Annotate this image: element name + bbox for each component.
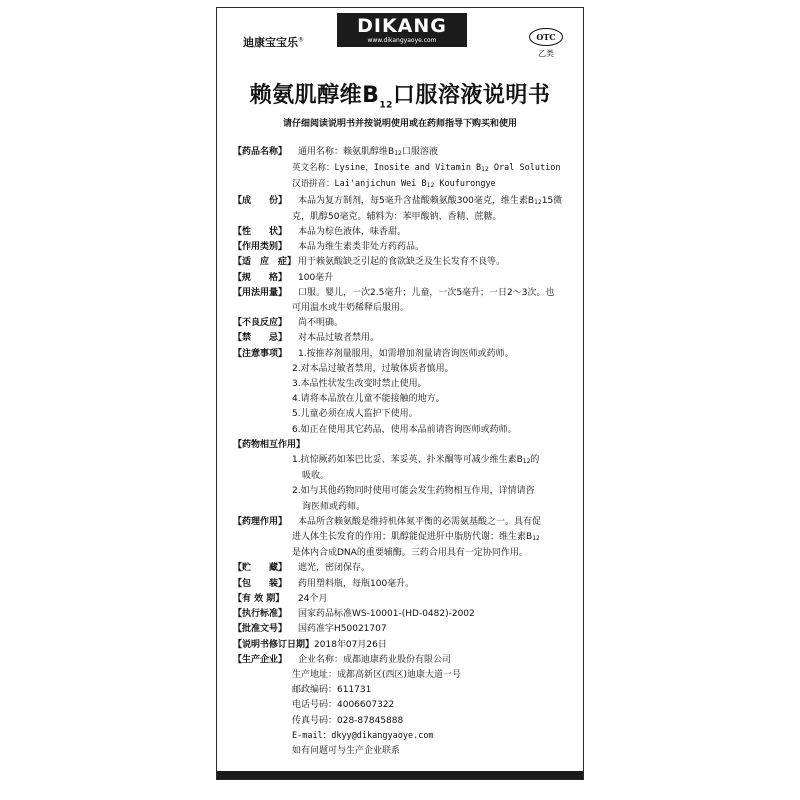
- section-label: 【说明书修订日期】: [233, 639, 315, 650]
- section-label: 【药物相互作用】: [233, 439, 306, 450]
- manufacturer-address: 生产地址：成都高新区(西区)迪康大道一号: [292, 669, 462, 680]
- section-label: 【执行标准】: [233, 609, 288, 620]
- instruction-sheet: [216, 7, 584, 780]
- section-dosage: [233, 286, 577, 301]
- section-value: 尚不明确。: [298, 318, 344, 329]
- otc-badge: OTC: [529, 28, 563, 46]
- section-value: 2018年07月26日: [314, 639, 387, 650]
- subscript: 12: [481, 166, 489, 174]
- section-validity: [233, 592, 577, 607]
- footer-band: [217, 771, 583, 779]
- composition-text-tail: 15微: [541, 195, 563, 206]
- section-label: 【有 效 期】: [233, 593, 285, 604]
- section-adverse: [233, 316, 577, 331]
- english-name: [233, 161, 577, 177]
- pharmacology-line1: 本品所含赖氨酸是维持机体氮平衡的必需氨基酸之一。具有促: [298, 516, 542, 527]
- subscript: 12: [522, 458, 531, 466]
- section-value: 24个月: [298, 593, 328, 604]
- composition-line2: 克，肌醇50毫克。辅料为：苯甲酸钠、香精、蔗糖。: [292, 211, 502, 222]
- section-manufacturer: [233, 653, 577, 668]
- section-value: 国药准字H50021707: [298, 624, 387, 635]
- section-revision-date: [233, 638, 577, 653]
- section-drug-name: [233, 145, 577, 161]
- page-title: [217, 78, 583, 110]
- section-storage: [233, 561, 577, 576]
- subscript: 12: [534, 198, 542, 206]
- dosage-line2: 可用温水或牛奶稀释后服用。: [292, 303, 410, 314]
- section-standard: [233, 607, 577, 622]
- interaction-text-tail: 的: [530, 455, 540, 466]
- manufacturer-zip: 邮政编码：611731: [292, 685, 372, 696]
- section-indication: [233, 255, 577, 270]
- section-value: 用于赖氨酸缺乏引起的食欲缺乏及生长发育不良等。: [298, 257, 506, 268]
- section-properties: [233, 225, 577, 240]
- caution-item: 4.请将本品放在儿童不能接触的地方。: [292, 394, 445, 405]
- registered-mark: ®: [298, 36, 304, 44]
- section-label: 【包 装】: [233, 578, 288, 589]
- caution-item: 5.儿童必须在成人监护下使用。: [292, 409, 418, 420]
- section-label: 【禁 忌】: [233, 333, 288, 344]
- generic-name-text: 通用名称：赖氨肌醇维B: [298, 147, 395, 157]
- manufacturer-phone: 电话号码：4006607322: [292, 700, 395, 711]
- section-label: 【规 格】: [233, 272, 288, 283]
- manufacturer-fax: 传真号码：028-87845888: [292, 715, 404, 726]
- pinyin-name-tail: Koufurongye: [434, 179, 496, 190]
- generic-name: [298, 145, 577, 161]
- interaction-text: 1.抗惊厥药如苯巴比妥、苯妥英、扑米酮等可减少维生素B: [292, 455, 523, 466]
- subscript: 12: [426, 182, 435, 190]
- section-composition: [233, 194, 577, 210]
- section-value: 遮光，密闭保存。: [298, 563, 371, 574]
- manufacturer-email: E-mail：dkyy@dikangyaoye.com: [292, 730, 434, 741]
- english-name-tail: Oral Solution: [488, 163, 561, 174]
- caution-item: 3.本品性状发生改变时禁止使用。: [292, 379, 427, 390]
- section-label: 【贮 藏】: [233, 563, 288, 574]
- section-value: 对本品过敏者禁用。: [298, 333, 380, 344]
- composition-text: 本品为复方制剂，每5毫升含盐酸赖氨酸300毫克，维生素B: [298, 195, 535, 206]
- logo-text: DIKANG: [357, 15, 447, 37]
- otc-class: 乙类: [538, 49, 554, 58]
- subscript: 12: [532, 535, 540, 543]
- section-label: 【性 状】: [233, 227, 288, 238]
- page-subtitle: 请仔细阅读说明书并按说明使用或在药师指导下购买和使用: [282, 119, 517, 129]
- pinyin-name: [233, 177, 577, 193]
- pharmacology-line3: 是体内合成DNA的重要辅酶。三药合用具有一定协同作用。: [292, 548, 528, 559]
- section-value: 本品为棕色液体，味香甜。: [298, 227, 407, 238]
- instruction-body: [233, 145, 577, 759]
- manufacturer-company: 企业名称：成都迪康药业股份有限公司: [298, 654, 452, 665]
- section-label: 【注意事项】: [233, 348, 288, 359]
- pharmacology-text: 进人体生长发育的作用；肌醇能促进肝中脂肪代谢；维生素B: [292, 532, 533, 543]
- section-label: 【药品名称】: [233, 147, 288, 157]
- section-package: [233, 577, 577, 592]
- logo-url: www.dikangyaoye.com: [367, 37, 437, 44]
- section-label: 【适 应 症】: [233, 257, 297, 268]
- section-contraindication: [233, 331, 577, 346]
- subscript: 12: [394, 150, 402, 157]
- manufacturer-contact-note: 如有问题可与生产企业联系: [292, 745, 401, 756]
- section-spec: [233, 271, 577, 286]
- section-label: 【成 份】: [233, 195, 288, 206]
- pinyin-name-text: 汉语拼音：Lai'anjichun Wei B: [292, 179, 427, 190]
- title-part2: 口服溶液说明书: [392, 83, 551, 108]
- section-label: 【用法用量】: [233, 287, 288, 298]
- section-label: 【批准文号】: [233, 624, 288, 635]
- section-value: 国家药品标准WS-10001-(HD-0482)-2002: [298, 609, 475, 620]
- dikang-logo: [337, 13, 467, 47]
- section-pharmacology: [233, 515, 577, 530]
- section-label: 【生产企业】: [233, 654, 288, 665]
- composition-line1: [298, 194, 577, 210]
- interaction-item-2: 2.如与其他药物同时使用可能会发生药物相互作用，详情请咨: [292, 486, 535, 497]
- caution-item: 6.如正在使用其它药品，使用本品前请咨询医师或药师。: [292, 424, 517, 435]
- section-cautions: [233, 347, 577, 362]
- english-name-text: 英文名称：Lysine，Inosite and Vitamin B: [292, 163, 482, 174]
- interaction-item-1-cont: 吸收。: [302, 471, 330, 482]
- generic-name-tail: 口服溶液: [401, 147, 438, 157]
- section-value: 药用塑料瓶，每瓶100毫升。: [298, 578, 415, 589]
- section-value: 本品为维生素类非处方药药品。: [298, 242, 425, 253]
- section-interactions: [233, 438, 577, 453]
- interaction-item-2-cont: 询医师或药师。: [302, 501, 366, 512]
- pharmacology-line2: [233, 530, 577, 546]
- brand-name: [243, 34, 304, 50]
- title-subscript: 12: [379, 100, 393, 111]
- title-part1: 赖氨肌醇维B: [249, 83, 380, 108]
- section-label: 【药理作用】: [233, 516, 288, 527]
- section-value: 100毫升: [298, 272, 334, 283]
- caution-item: 2.对本品过敏者禁用，过敏体质者慎用。: [292, 363, 454, 374]
- caution-item: 1.按推荐剂量服用，如需增加剂量请咨询医师或药师。: [298, 348, 514, 359]
- section-approval: [233, 622, 577, 637]
- dosage-line1: 口服。婴儿，一次2.5毫升；儿童，一次5毫升；一日2～3次。也: [298, 287, 555, 298]
- brand-name-text: 迪康宝宝乐: [243, 36, 298, 49]
- section-label: 【作用类别】: [233, 242, 288, 253]
- interaction-item-1: [233, 453, 577, 469]
- section-label: 【不良反应】: [233, 318, 288, 329]
- section-category: [233, 240, 577, 255]
